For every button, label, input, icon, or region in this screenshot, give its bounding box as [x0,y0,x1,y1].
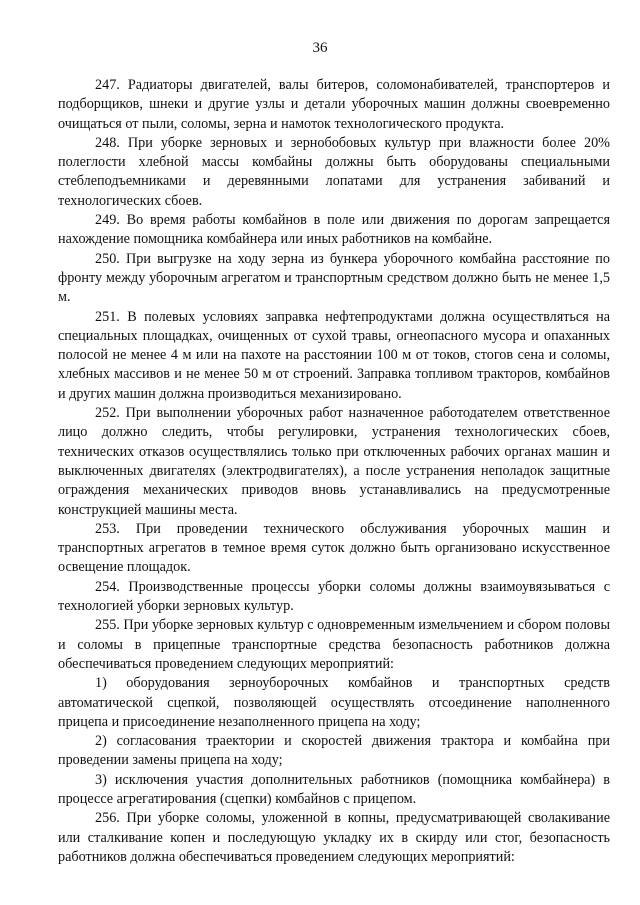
list-item-2: 2) согласования траектории и скоростей движения трактора и комбайна при проведении замены прицепа на ходу; [58,733,610,769]
paragraph-248: 248. При уборке зерновых и зернобобовых культур при влажности более 20% полеглости хлебной массы комбайны должны быть оборудованы специальными стеблеподъемниками и деревянными лопатами для устранения забиваний и технологических сбоев. [58,134,610,209]
paragraph-249: 249. Во время работы комбайнов в поле или движения по дорогам запрещается нахождение помощника комбайнера или иных работников на комбайне. [58,212,610,248]
list-item-3: 3) исключения участия дополнительных работников (помощника комбайнера) в процессе агрегатирования (сцепки) комбайнов с прицепом. [58,771,610,807]
paragraph-253: 253. При проведении технического обслуживания уборочных машин и транспортных агрегатов в темное время суток должно быть организовано искусственное освещение площадок. [58,520,610,576]
paragraph-254: 254. Производственные процессы уборки соломы должны взаимоувязываться с технологией уборки зерновых культур. [58,578,610,615]
paragraph-252: 252. При выполнении уборочных работ назначенное работодателем ответственное лицо должно следить, чтобы регулировки, устранения технологических сбоев, технических отказов осуществлялись только при отключенных рабочих органах машин и выключенных двигателях (электродвигателях), а после устранения неполадок защитные ограждения механических приводов вновь устанавливались на предусмотренные конструкцией машины места. [58,405,610,518]
paragraph-255: 255. При уборке зерновых культур с одновременным измельчением и сбором половы и соломы в прицепные транспортные средства безопасность работников должна обеспечиваться проведением следующих мероприятий: [58,617,610,672]
paragraph-256: 256. При уборке соломы, уложенной в копны, предусматривающей сволакивание или сталкивание копен и последующую укладку их в скирду или стог, безопасность работников должна обеспечиваться проведением следующих мероприятий: [58,810,610,865]
list-item-1: 1) оборудования зерноуборочных комбайнов и транспортных средств автоматической сцепкой, позволяющей осуществлять отсоединение наполненного прицепа и присоединение незаполненного прицепа на ходу; [58,675,610,730]
paragraph-250: 250. При выгрузке на ходу зерна из бункера уборочного комбайна расстояние по фронту между уборочным агрегатом и транспортным средством должно быть не менее 1,5 м. [58,250,610,306]
paragraph-251: 251. В полевых условиях заправка нефтепродуктами должна осуществляться на специальных площадках, очищенных от сухой травы, огнеопасного мусора и опаханных полосой не менее 4 м или на пахоте на расстоянии 100 м от токов, стогов сена и соломы, хлебных массивов и не менее 50 м от строений. Заправка топливом тракторов, комбайнов и других машин должна производиться механизировано. [58,308,610,402]
paragraph-247: 247. Радиаторы двигателей, валы битеров, соломонабивателей, транспортеров и подборщиков, шнеки и другие узлы и детали уборочных машин должны своевременно очищаться от пыли, соломы, зерна и намоток технологического продукта. [58,77,610,132]
document-body [58,76,610,867]
page-number: 36 [312,40,328,56]
